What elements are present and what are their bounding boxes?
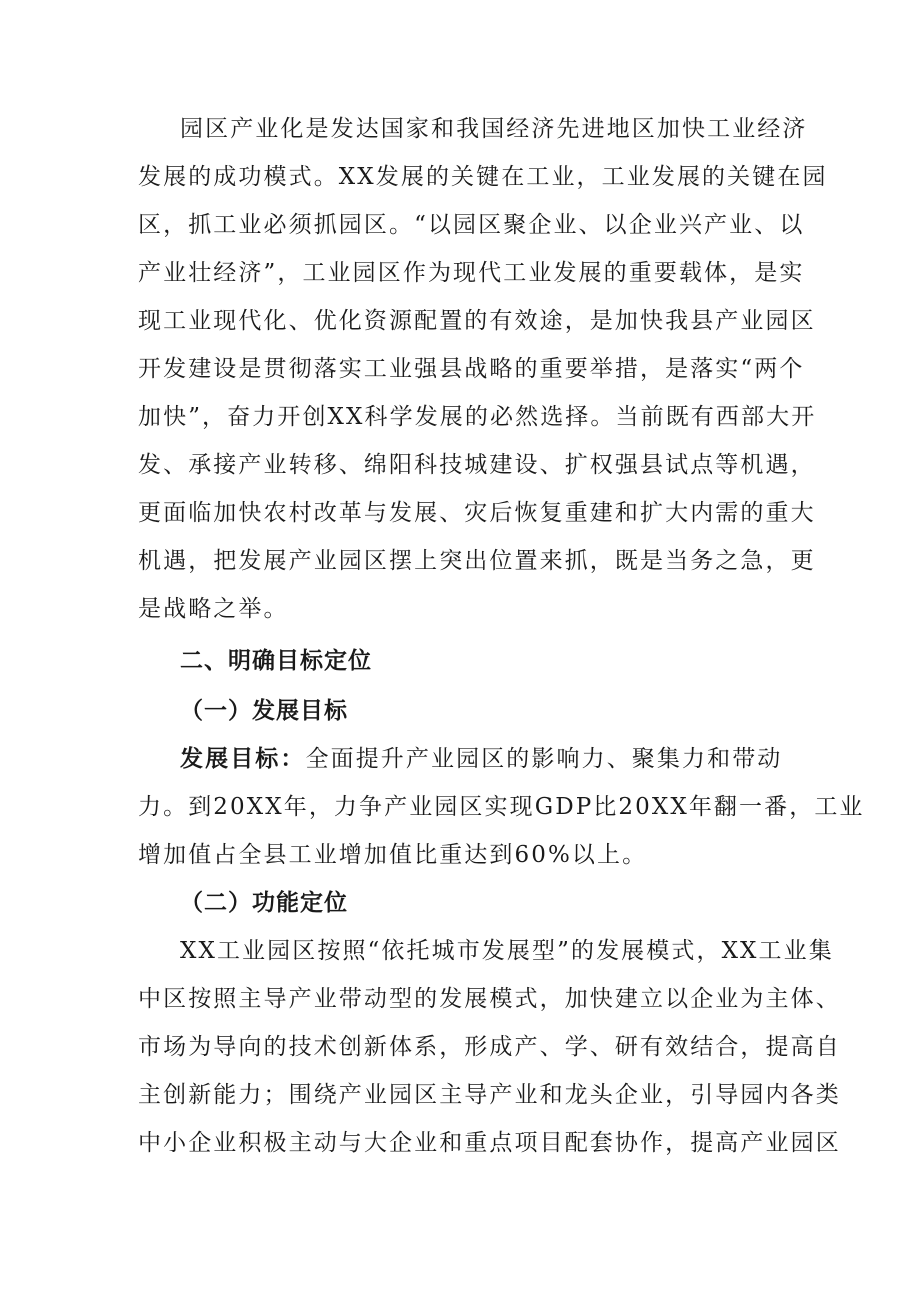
paragraph-line: 增加值占全县工业增加值比重达到60%以上。 <box>138 842 648 868</box>
paragraph-line: 发展的成功模式。XX发展的关键在工业，工业发展的关键在园 <box>138 164 828 190</box>
goal-lead-label: 发展目标： <box>180 746 306 772</box>
paragraph-line: 主创新能力；围绕产业园区主导产业和龙头企业，引导园内各类 <box>138 1082 841 1108</box>
paragraph-line: 开发建设是贯彻落实工业强县战略的重要举措，是落实“两个 <box>138 356 805 382</box>
paragraph-line: XX工业园区按照“依托城市发展型”的发展模式，XX工业集 <box>180 938 834 964</box>
paragraph-line: 机遇，把发展产业园区摆上突出位置来抓，既是当务之急，更 <box>138 548 816 574</box>
paragraph-line <box>180 744 830 774</box>
paragraph-line: 中小企业积极主动与大企业和重点项目配套协作，提高产业园区 <box>138 1130 841 1156</box>
subsection-heading: （二）功能定位 <box>180 890 348 916</box>
goal-text: 全面提升产业园区的影响力、聚集力和带动 <box>305 746 783 772</box>
paragraph-line: 是战略之举。 <box>138 596 289 622</box>
paragraph-line: 力。到20XX年，力争产业园区实现GDP比20XX年翻一番，工业 <box>138 794 865 820</box>
paragraph-line: 产业壮经济”，工业园区作为现代工业发展的重要载体，是实 <box>138 260 805 286</box>
subsection-heading: （一）发展目标 <box>180 698 348 724</box>
paragraph-line: 中区按照主导产业带动型的发展模式，加快建立以企业为主体、 <box>138 986 841 1012</box>
paragraph-line: 市场为导向的技术创新体系，形成产、学、研有效结合，提高自 <box>138 1034 841 1060</box>
section-heading: 二、明确目标定位 <box>180 648 372 674</box>
paragraph-line: 现工业现代化、优化资源配置的有效途，是加快我县产业园区 <box>138 308 816 334</box>
paragraph-line: 加快”，奋力开创XX科学发展的必然选择。当前既有西部大开 <box>138 404 817 430</box>
paragraph-line: 发、承接产业转移、绵阳科技城建设、扩权强县试点等机遇， <box>138 452 816 478</box>
paragraph-line: 园区产业化是发达国家和我国经济先进地区加快工业经济 <box>180 116 808 142</box>
paragraph-line: 更面临加快农村改革与发展、灾后恢复重建和扩大内需的重大 <box>138 500 816 526</box>
paragraph-line: 区，抓工业必须抓园区。“以园区聚企业、以企业兴产业、以 <box>138 212 805 238</box>
